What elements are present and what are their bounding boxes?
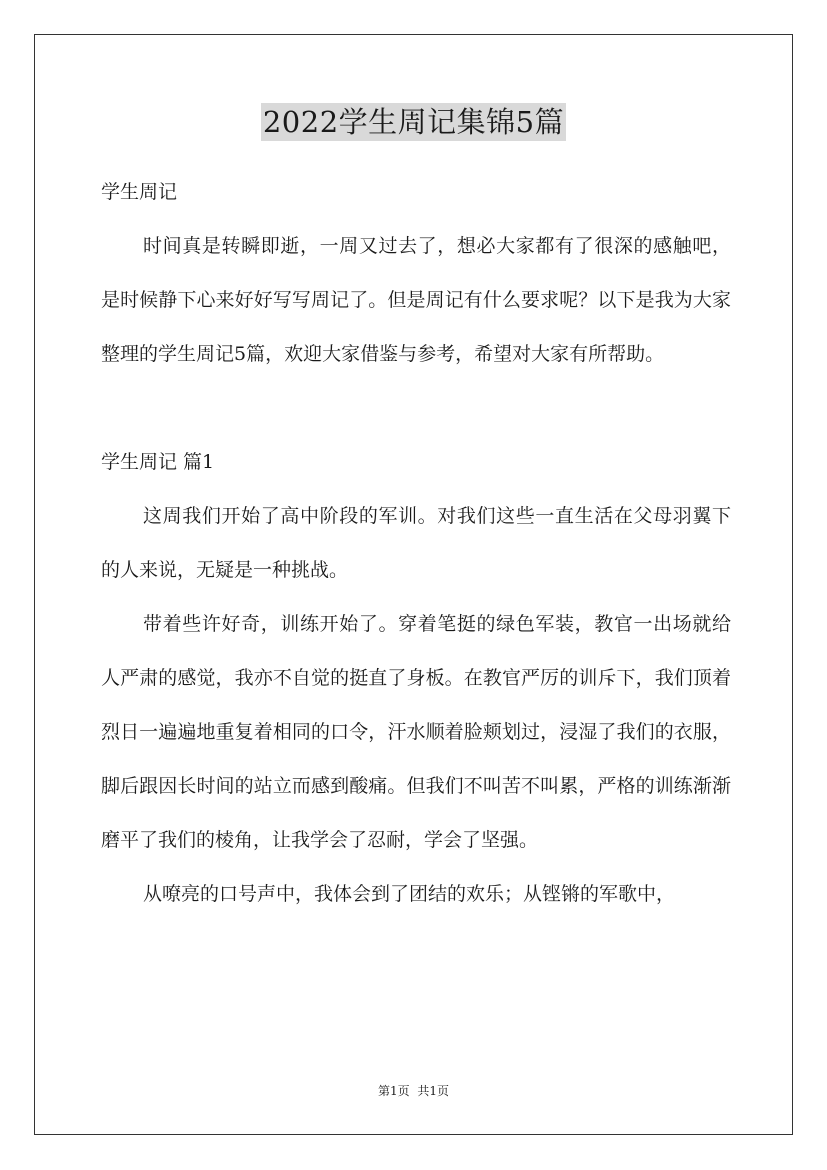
page-number-total: 共1页 [417,1084,449,1098]
section-1-heading: 学生周记 篇1 [101,451,215,473]
page-number-current: 第1页 [378,1084,410,1098]
intro-paragraph: 时间真是转瞬即逝，一周又过去了，想必大家都有了很深的感触吧，是时候静下心来好好写写周记了。但是周记有什么要求呢？以下是我为大家整理的学生周记5篇，欢迎大家借鉴与参考，希望对大家有所帮助。 [101,235,731,365]
document-title: 2022学生周记集锦5篇 [262,105,565,139]
section-spacer [101,381,731,435]
page-footer [0,1083,827,1099]
section-1-paragraph-2: 带着些许好奇，训练开始了。穿着笔挺的绿色军装，教官一出场就给人严肃的感觉，我亦不自觉的挺直了身板。在教官严厉的训斥下，我们顶着烈日一遍遍地重复着相同的口令，汗水顺着脸颊划过，浸湿了我们的衣服，脚后跟因长时间的站立而感到酸痛。但我们不叫苦不叫累，严格的训练渐渐磨平了我们的棱角，让我学会了忍耐，学会了坚强。 [101,613,731,851]
title-container [0,103,827,141]
section-1-paragraph-3: 从嘹亮的口号声中，我体会到了团结的欢乐；从铿锵的军歌中， [143,883,676,905]
intro-heading: 学生周记 [101,181,178,203]
section-1-paragraph-1: 这周我们开始了高中阶段的军训。对我们这些一直生活在父母羽翼下的人来说，无疑是一种挑战。 [101,505,731,581]
document-body [101,165,731,921]
